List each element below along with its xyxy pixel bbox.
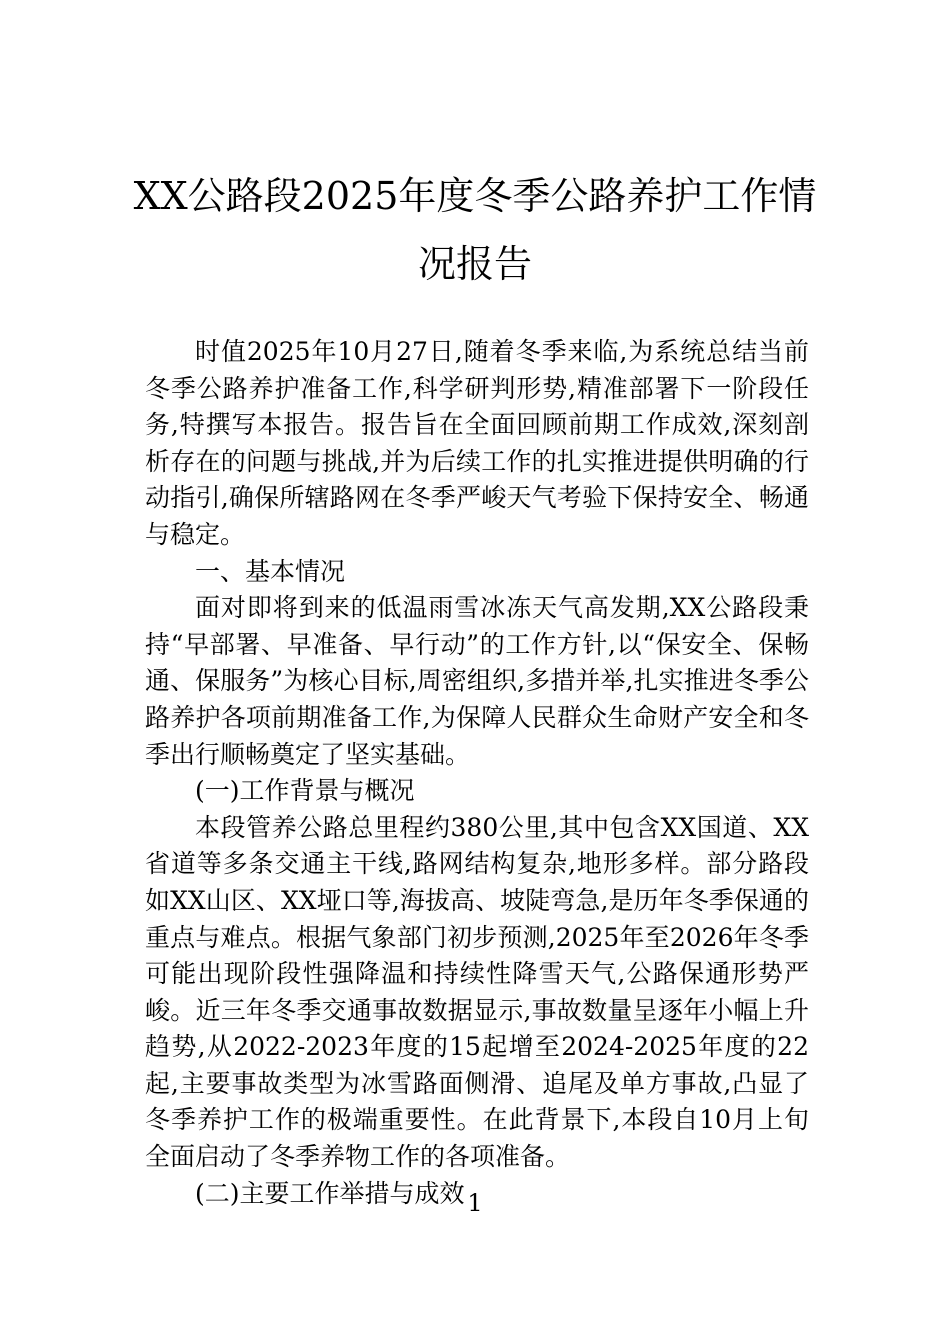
subsection-heading-measures: (二)主要工作举措与成效 xyxy=(195,1178,465,1208)
subsection-heading-background: (一)工作背景与概况 xyxy=(195,776,415,806)
document-title xyxy=(120,162,830,298)
title-line-2: 况报告 xyxy=(417,242,532,286)
background-paragraph: 本段管养公路总里程约380公里,其中包含XX国道、XX省道等多条交通主干线,路网结构复杂,地形多样。部分路段如XX山区、XX垭口等,海拔高、坡陡弯急,是历年冬季保通的重点与难点。根据气象部门初步预测,2025年至2026年冬季可能出现阶段性强降温和持续性降雪天气,公路保通形势严峻。近三年冬季交通事故数据显示,事故数量呈逐年小幅上升趋势,从2022-2023年度的15起增至2024-2025年度的22起,主要事故类型为冰雪路面侧滑、追尾及单方事故,凸显了冬季养护工作的极端重要性。在此背景下,本段自10月上旬全面启动了冬季养物工作的各项准备。 xyxy=(145,812,809,1172)
section-heading-basic-situation: 一、基本情况 xyxy=(195,556,346,586)
page-number: 1 xyxy=(467,1189,483,1217)
document-body xyxy=(145,334,809,1212)
basic-situation-paragraph: 面对即将到来的低温雨雪冰冻天气高发期,XX公路段秉持“早部署、早准备、早行动”的工作方针,以“保安全、保畅通、保服务”为核心目标,周密组织,多措并举,扎实推进冬季公路养护各项前期准备工作,为保障人民群众生命财产安全和冬季出行顺畅奠定了坚实基础。 xyxy=(145,593,809,769)
title-line-1: XX公路段2025年度冬季公路养护工作情 xyxy=(133,174,817,218)
intro-paragraph: 时值2025年10月27日,随着冬季来临,为系统总结当前冬季公路养护准备工作,科学研判形势,精准部署下一阶段任务,特撰写本报告。报告旨在全面回顾前期工作成效,深刻剖析存在的问题与挑战,并为后续工作的扎实推进提供明确的行动指引,确保所辖路网在冬季严峻天气考验下保持安全、畅通与稳定。 xyxy=(145,337,809,549)
